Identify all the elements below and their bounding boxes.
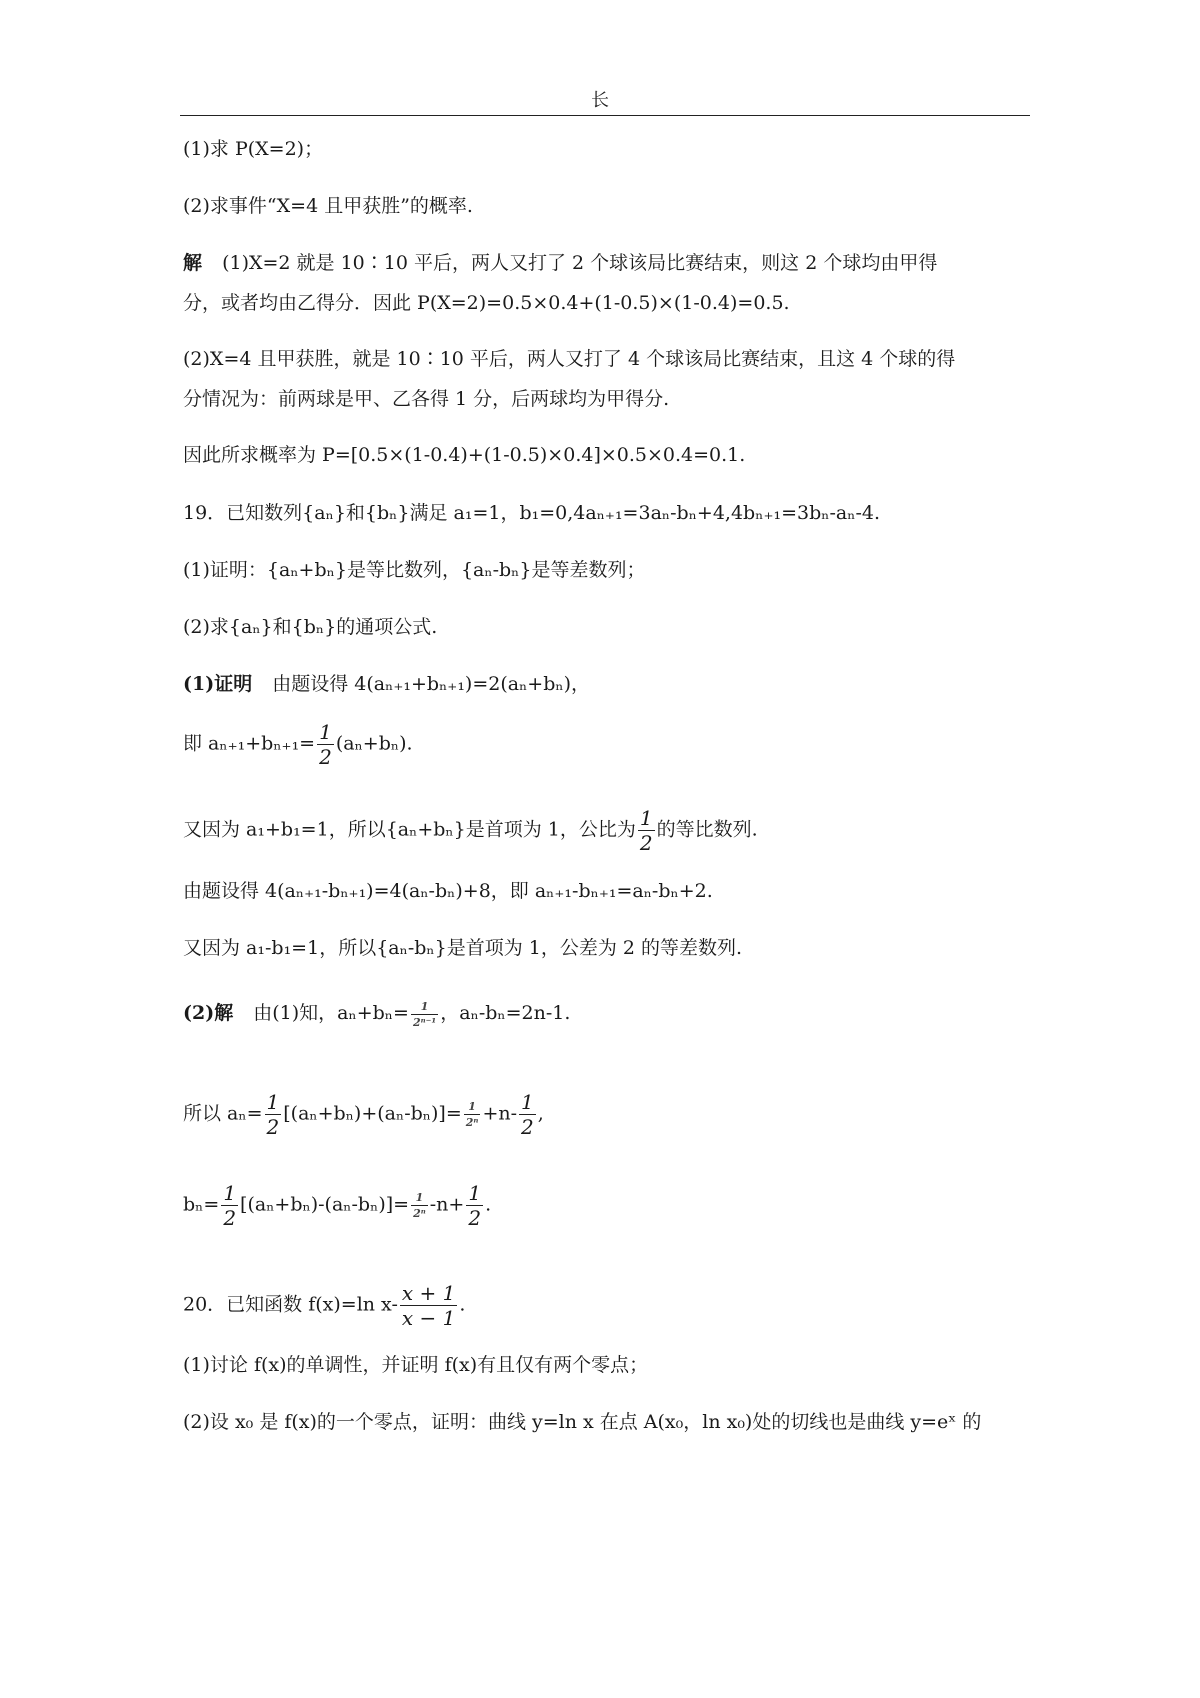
proof-label: (1)证明 <box>183 673 253 695</box>
q19-part1: (1)证明：{aₙ+bₙ}是等比数列，{aₙ-bₙ}是等差数列； <box>183 559 646 581</box>
equation-suffix: , <box>537 1102 544 1125</box>
fraction-half <box>638 808 655 853</box>
solution-19-2-line1 <box>183 1000 570 1028</box>
q18-part2: (2)求事件“X=4 且甲获胜”的概率. <box>183 195 473 217</box>
fraction-numerator: x + 1 <box>401 1281 456 1305</box>
fraction-denominator: 2ⁿ <box>413 1207 426 1220</box>
header-divider <box>180 115 1030 116</box>
page-header: 长 <box>591 90 609 111</box>
fraction-numerator: 1 <box>415 1191 424 1204</box>
solution-19-1-line2 <box>183 722 413 767</box>
fraction-one-over-2-pow-n <box>411 1192 428 1219</box>
fraction-half <box>466 1183 483 1228</box>
solution-label: (2)解 <box>183 1002 234 1024</box>
fraction-numerator: 1 <box>319 720 332 744</box>
fraction-denominator: 2 <box>521 1115 534 1139</box>
question-19: 19．已知数列{aₙ}和{bₙ}满足 a₁=1，b₁=0,4aₙ₊₁=3aₙ-bₙ+4,4bₙ₊₁=3bₙ-aₙ-4. <box>183 502 880 524</box>
solution-18-line4: 分情况为：前两球是甲、乙各得 1 分，后两球均为甲得分. <box>183 388 670 410</box>
fraction-numerator: 1 <box>468 1100 476 1113</box>
fraction-numerator: 1 <box>223 1181 237 1205</box>
fraction-denominator: 2 <box>468 1206 482 1230</box>
solution-18-line3: (2)X=4 且甲获胜，就是 10∶10 平后，两人又打了 4 个球该局比赛结束，且这 4 个球的得 <box>183 348 956 370</box>
equation-prefix: 20．已知函数 f(x)=ln x- <box>183 1293 398 1316</box>
fraction-numerator: 1 <box>468 1181 482 1205</box>
equation-prefix: 所以 aₙ= <box>183 1102 263 1125</box>
solution-19-1-line3 <box>183 808 758 853</box>
q20-part1: (1)讨论 f(x)的单调性，并证明 f(x)有且仅有两个零点； <box>183 1354 649 1376</box>
equation-suffix: . <box>459 1293 466 1316</box>
solution-18-line2: 分，或者均由乙得分．因此 P(X=2)=0.5×0.4+(1-0.5)×(1-0.4)=0.5. <box>183 292 790 314</box>
fraction-half <box>519 1092 536 1137</box>
solution-text: (1)X=2 就是 10∶10 平后，两人又打了 2 个球该局比赛结束，则这 2 个球均由甲得 <box>222 252 938 274</box>
fraction-denominator: x − 1 <box>401 1306 456 1330</box>
fraction-one-over-2-pow-n-minus-1 <box>411 1001 438 1028</box>
solution-19-2-line3 <box>183 1183 491 1228</box>
fraction-x-plus-1-over-x-minus-1 <box>400 1283 457 1328</box>
fraction-numerator: 1 <box>521 1090 534 1114</box>
equation-middle: [(aₙ+bₙ)-(aₙ-bₙ)]= <box>240 1193 410 1216</box>
fraction-half <box>317 722 334 767</box>
fraction-denominator: 2ⁿ⁻¹ <box>412 1015 437 1029</box>
fraction-numerator: 1 <box>639 806 653 830</box>
equation-prefix: 由(1)知，aₙ+bₙ= <box>253 1002 409 1024</box>
q18-part1: (1)求 P(X=2)； <box>183 138 324 160</box>
fraction-denominator: 2ⁿ <box>465 1116 479 1129</box>
q20-part2: (2)设 x₀ 是 f(x)的一个零点，证明：曲线 y=ln x 在点 A(x₀，ln x₀)处的切线也是曲线 y=eˣ 的 <box>183 1411 982 1433</box>
equation-middle: [(aₙ+bₙ)+(aₙ-bₙ)]= <box>283 1102 462 1125</box>
q19-part2: (2)求{aₙ}和{bₙ}的通项公式. <box>183 616 438 638</box>
fraction-denominator: 2 <box>266 1115 280 1139</box>
question-20 <box>183 1283 465 1328</box>
solution-18-line5: 因此所求概率为 P=[0.5×(1-0.4)+(1-0.5)×0.4]×0.5×0.4=0.1. <box>183 444 746 466</box>
solution-19-1-line5: 又因为 a₁-b₁=1，所以{aₙ-bₙ}是首项为 1，公差为 2 的等差数列. <box>183 937 743 959</box>
solution-19-1-line1 <box>183 671 590 697</box>
equation-suffix: 的等比数列. <box>656 818 758 841</box>
fraction-half <box>221 1183 238 1228</box>
solution-19-2-line2 <box>183 1092 544 1137</box>
equation-suffix: . <box>485 1193 492 1216</box>
fraction-one-over-2-pow-n <box>464 1101 481 1128</box>
equation-middle2: -n+ <box>429 1193 465 1216</box>
proof-text: 由题设得 4(aₙ₊₁+bₙ₊₁)=2(aₙ+bₙ)， <box>272 673 591 695</box>
fraction-numerator: 1 <box>420 999 429 1013</box>
solution-19-1-line4: 由题设得 4(aₙ₊₁-bₙ₊₁)=4(aₙ-bₙ)+8，即 aₙ₊₁-bₙ₊₁=aₙ-bₙ+2. <box>183 880 713 902</box>
equation-prefix: bₙ= <box>183 1193 220 1216</box>
equation-prefix: 又因为 a₁+b₁=1，所以{aₙ+bₙ}是首项为 1，公比为 <box>183 818 636 841</box>
solution-18-line1 <box>183 250 937 276</box>
fraction-numerator: 1 <box>266 1090 280 1114</box>
fraction-denominator: 2 <box>319 745 332 769</box>
fraction-denominator: 2 <box>639 831 653 855</box>
equation-prefix: 即 aₙ₊₁+bₙ₊₁= <box>183 732 316 755</box>
equation-suffix: ，aₙ-bₙ=2n-1. <box>440 1002 571 1024</box>
solution-label: 解 <box>183 252 203 274</box>
fraction-half <box>265 1092 282 1137</box>
equation-suffix: (aₙ+bₙ). <box>335 732 413 755</box>
equation-middle2: +n- <box>482 1102 518 1125</box>
fraction-denominator: 2 <box>223 1206 237 1230</box>
